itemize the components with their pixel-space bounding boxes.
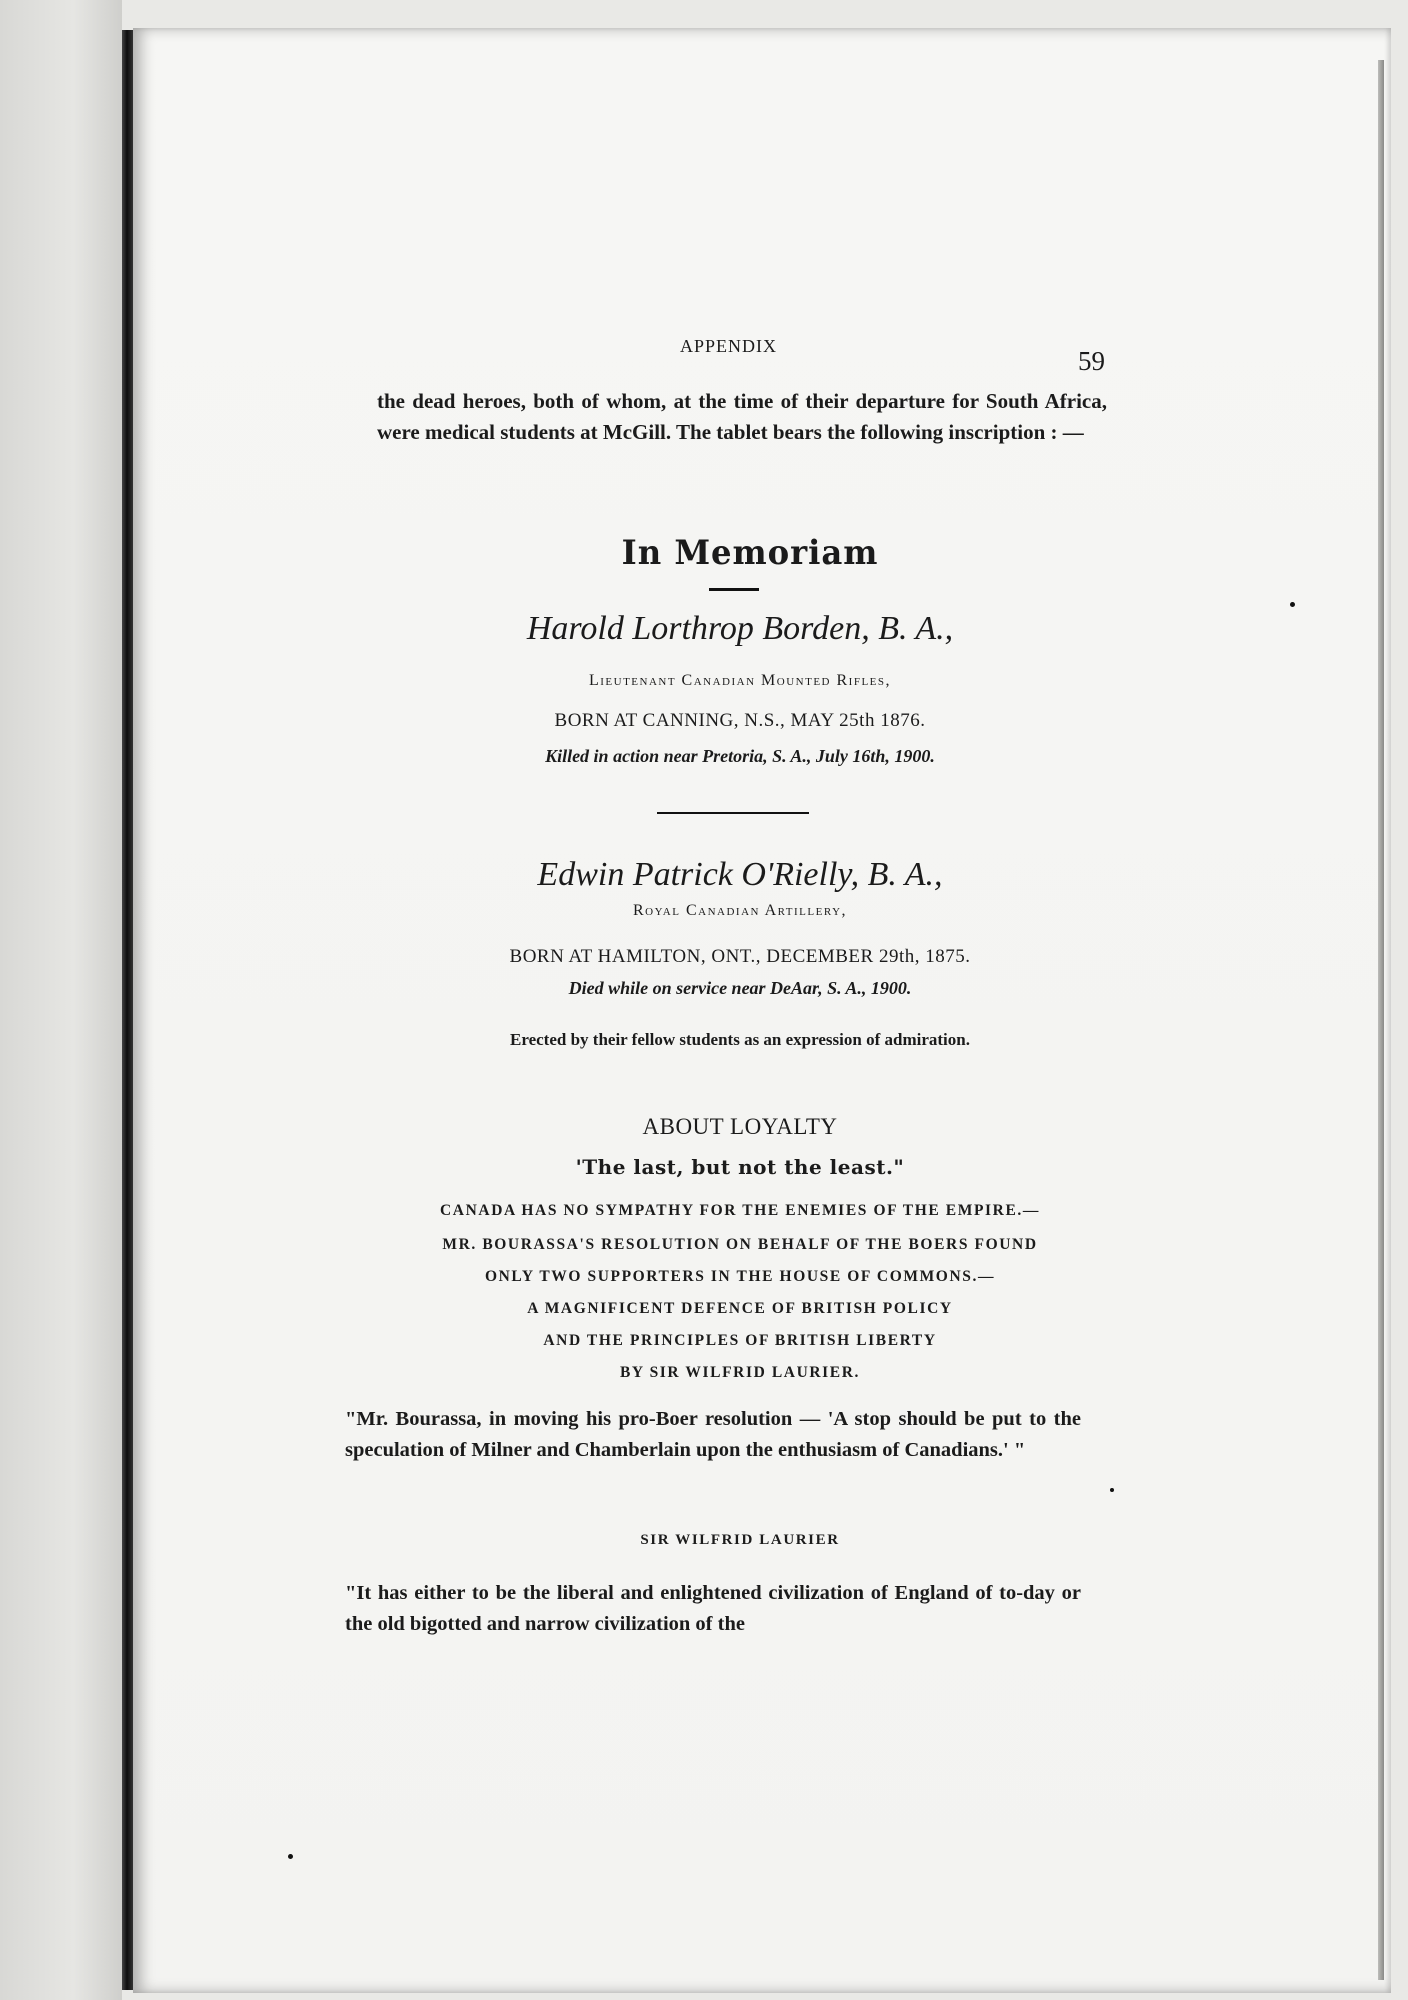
page-number: 59 xyxy=(1078,346,1105,376)
laurier-heading: SIR WILFRID LAURIER xyxy=(640,1532,840,1548)
memorial-death-2: Died while on service near DeAar, S. A., 1900. xyxy=(568,978,912,998)
intro-paragraph: the dead heroes, both of whom, at the time of their departure for South Africa, were medical students at McGill. The tablet bears the following inscription : — xyxy=(377,389,1107,444)
caps-line-2: MR. BOURASSA'S RESOLUTION ON BEHALF OF THE BOERS FOUND xyxy=(442,1236,1038,1253)
memoriam-heading: In Memoriam xyxy=(621,533,879,573)
scan-speck xyxy=(288,1854,293,1859)
memorial-born-2: BORN AT HAMILTON, ONT., DECEMBER 29th, 1875. xyxy=(509,946,971,967)
left-page-edge xyxy=(0,0,122,2000)
caps-line-5: AND THE PRINCIPLES OF BRITISH LIBERTY xyxy=(543,1332,937,1349)
memorial-rank-1: Lieutenant Canadian Mounted Rifles, xyxy=(588,672,892,689)
scan-speck xyxy=(1290,602,1295,607)
section-quote: 'The last, but not the least." xyxy=(575,1155,905,1179)
erected-line: Erected by their fellow students as an expression of admiration. xyxy=(510,1030,970,1049)
caps-line-3: ONLY TWO SUPPORTERS IN THE HOUSE OF COMMONS.— xyxy=(484,1268,996,1285)
caps-line-1: CANADA HAS NO SYMPATHY FOR THE ENEMIES OF THE EMPIRE.— xyxy=(440,1202,1040,1219)
memorial-name-2: Edwin Patrick O'Rielly, B. A., xyxy=(537,856,943,893)
divider-short xyxy=(709,588,759,591)
book-gutter xyxy=(122,30,133,1990)
memorial-born-1: BORN AT CANNING, N.S., MAY 25th 1876. xyxy=(554,710,926,731)
scan-speck xyxy=(1110,1488,1114,1492)
book-page xyxy=(133,28,1391,1993)
divider-long xyxy=(657,812,809,814)
memorial-name-1: Harold Lorthrop Borden, B. A., xyxy=(526,610,954,647)
caps-line-4: A MAGNIFICENT DEFENCE OF BRITISH POLICY xyxy=(527,1300,953,1317)
memorial-death-1: Killed in action near Pretoria, S. A., July 16th, 1900. xyxy=(545,746,935,766)
caps-line-6: BY SIR WILFRID LAURIER. xyxy=(619,1364,861,1381)
running-header: APPENDIX xyxy=(680,336,778,356)
section-title: ABOUT LOYALTY xyxy=(642,1114,838,1139)
memorial-rank-2: Royal Canadian Artillery, xyxy=(632,902,848,919)
page-edge-shadow xyxy=(1378,60,1384,1980)
bourassa-quote: "Mr. Bourassa, in moving his pro-Boer resolution — 'A stop should be put to the speculation of Milner and Chamberlain upon the enthusiasm of Canadians.' " xyxy=(345,1408,1081,1461)
laurier-quote: "It has either to be the liberal and enlightened civilization of England of to-day or the old bigotted and narrow civilization of the xyxy=(345,1582,1081,1635)
